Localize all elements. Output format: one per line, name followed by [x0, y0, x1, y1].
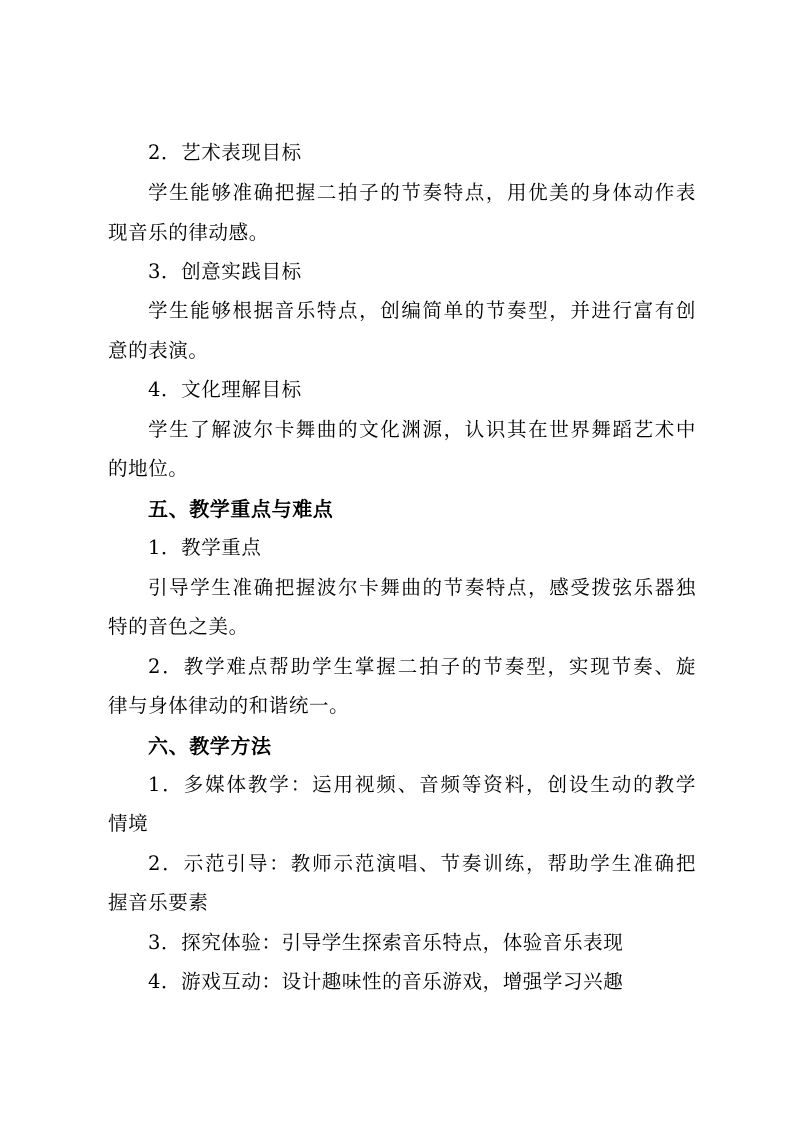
paragraph-line: 4．游戏互动：设计趣味性的音乐游戏，增强学习兴趣 — [148, 970, 624, 993]
paragraph-line: 握音乐要素 — [108, 891, 209, 914]
subheading-cultural-understanding: 4．文化理解目标 — [148, 378, 302, 401]
paragraph-line: 现音乐的律动感。 — [108, 221, 269, 244]
paragraph-line: 情境 — [108, 812, 149, 835]
paragraph-line: 1．多媒体教学：运用视频、音频等资料，创设生动的教学 — [148, 773, 696, 796]
paragraph-line: 意的表演。 — [108, 339, 209, 362]
paragraph-line: 学生能够准确把握二拍子的节奏特点，用优美的身体动作表 — [148, 181, 696, 204]
paragraph-line: 学生了解波尔卡舞曲的文化渊源，认识其在世界舞蹈艺术中 — [148, 418, 696, 441]
paragraph-line: 学生能够根据音乐特点，创编简单的节奏型，并进行富有创 — [148, 299, 696, 322]
paragraph-line: 的地位。 — [108, 457, 189, 480]
section-heading-teaching-methods: 六、教学方法 — [148, 734, 272, 758]
paragraph-line: 特的音色之美。 — [108, 615, 249, 638]
paragraph-line: 2．示范引导：教师示范演唱、节奏训练，帮助学生准确把 — [148, 852, 696, 875]
paragraph-line: 引导学生准确把握波尔卡舞曲的节奏特点，感受拨弦乐器独 — [148, 576, 696, 599]
subheading-creative-practice: 3．创意实践目标 — [148, 260, 302, 283]
paragraph-line: 律与身体律动的和谐统一。 — [108, 694, 350, 717]
subheading-key-point: 1．教学重点 — [148, 536, 262, 559]
paragraph-line: 3．探究体验：引导学生探索音乐特点，体验音乐表现 — [148, 931, 624, 954]
subheading-art-expression: 2．艺术表现目标 — [148, 141, 302, 164]
paragraph-line: 2．教学难点帮助学生掌握二拍子的节奏型，实现节奏、旋 — [148, 655, 696, 678]
section-heading-key-points: 五、教学重点与难点 — [148, 497, 334, 521]
